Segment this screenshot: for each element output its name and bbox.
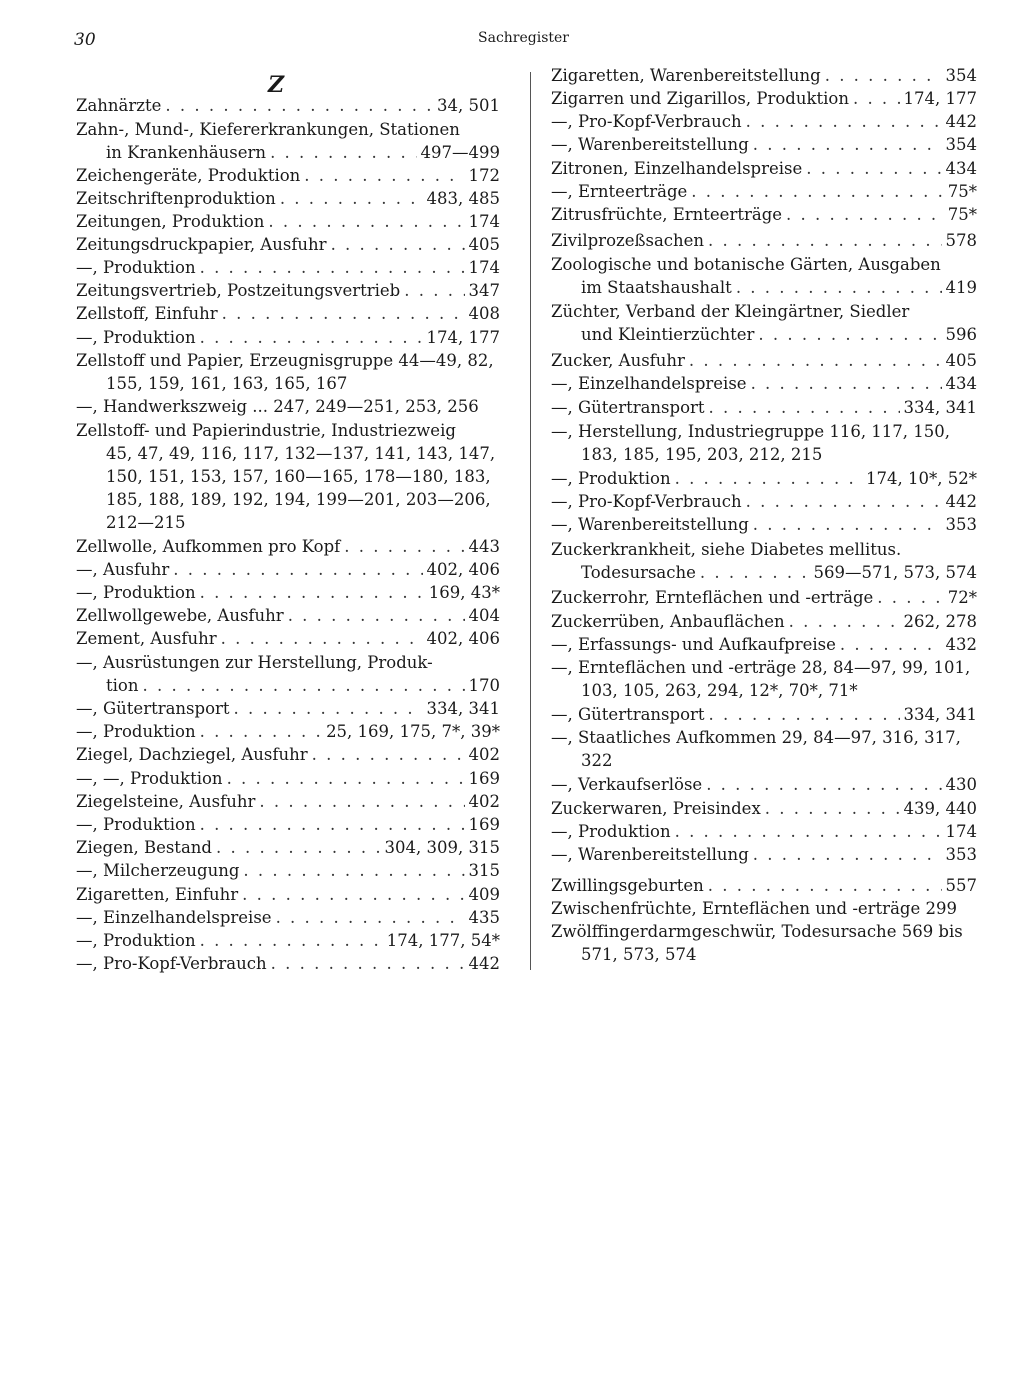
leader-dots bbox=[709, 703, 900, 726]
index-entry-text: 183, 185, 195, 203, 212, 215 bbox=[581, 445, 823, 464]
index-entry-text: —, Ernteerträge bbox=[551, 182, 688, 201]
index-entry bbox=[551, 656, 977, 679]
index-entry-text: 571, 573, 574 bbox=[581, 945, 697, 964]
index-entry bbox=[76, 419, 500, 442]
index-entry bbox=[76, 906, 500, 929]
index-entry-text: Zellstoff- und Papierindustrie, Industriezweig bbox=[76, 421, 456, 440]
leader-dots bbox=[736, 276, 942, 299]
index-entry-text: —, Produktion bbox=[551, 469, 671, 488]
index-entry bbox=[76, 372, 500, 395]
index-entry-text: Zeitungsdruckpapier, Ausfuhr bbox=[76, 235, 327, 254]
leader-dots bbox=[271, 952, 465, 975]
index-entry-pages: 72* bbox=[947, 588, 977, 607]
index-entry bbox=[551, 420, 977, 443]
index-entry-text: Zuckerkrankheit, siehe Diabetes mellitus. bbox=[551, 540, 902, 559]
index-entry-pages: 174, 177, 54* bbox=[386, 931, 500, 950]
index-entry-pages: 75* bbox=[947, 205, 977, 224]
index-entry bbox=[551, 64, 977, 87]
index-entry-pages: 409 bbox=[468, 885, 500, 904]
index-entry bbox=[551, 561, 977, 584]
leader-dots bbox=[243, 859, 464, 882]
index-entry-pages: 174 bbox=[468, 212, 500, 231]
index-entry bbox=[76, 488, 500, 511]
index-entry-text: Zellstoff und Papier, Erzeugnisgruppe 44—49, 82, bbox=[76, 351, 494, 370]
index-entry bbox=[76, 929, 500, 952]
index-entry bbox=[76, 141, 500, 164]
index-entry bbox=[551, 133, 977, 156]
index-entry-pages: 483, 485 bbox=[426, 189, 500, 208]
index-entry-text: —, Ausfuhr bbox=[76, 560, 170, 579]
index-entry-text: 45, 47, 49, 116, 117, 132—137, 141, 143, 147, bbox=[106, 444, 496, 463]
index-entry-pages: 419 bbox=[945, 278, 977, 297]
index-entry-text: Zigaretten, Warenbereitstellung bbox=[551, 66, 821, 85]
index-entry-text: —, Produktion bbox=[76, 583, 196, 602]
index-entry-text: Zellwollgewebe, Ausfuhr bbox=[76, 606, 284, 625]
index-entry-text: —, Produktion bbox=[76, 815, 196, 834]
index-entry-text: tion bbox=[106, 676, 139, 695]
leader-dots bbox=[288, 604, 465, 627]
index-entry bbox=[551, 897, 977, 920]
leader-dots bbox=[706, 773, 941, 796]
index-entry bbox=[76, 302, 500, 325]
leader-dots bbox=[789, 610, 900, 633]
leader-dots bbox=[200, 813, 465, 836]
index-entry bbox=[76, 651, 500, 674]
index-entry bbox=[551, 874, 977, 897]
index-entry-text: —, Herstellung, Industriegruppe 116, 117, 150, bbox=[551, 422, 951, 441]
index-entry-text: —, Pro-Kopf-Verbrauch bbox=[551, 112, 742, 131]
index-entry-pages: 442 bbox=[468, 954, 500, 973]
index-entry bbox=[76, 442, 500, 465]
index-entry-pages: 408 bbox=[468, 304, 500, 323]
leader-dots bbox=[331, 233, 465, 256]
leader-dots bbox=[344, 535, 464, 558]
leader-dots bbox=[746, 490, 942, 513]
index-entry-pages: 430 bbox=[945, 775, 977, 794]
index-entry-text: —, Erfassungs- und Aufkaufpreise bbox=[551, 635, 836, 654]
leader-dots bbox=[746, 110, 942, 133]
index-entry-pages: 569—571, 573, 574 bbox=[813, 563, 977, 582]
index-entry bbox=[551, 157, 977, 180]
index-entry-text: —, Ernteflächen und -erträge 28, 84—97, 99, 101, bbox=[551, 658, 971, 677]
index-entry bbox=[76, 94, 500, 117]
index-entry bbox=[551, 110, 977, 133]
index-entry bbox=[76, 326, 500, 349]
index-entry bbox=[76, 604, 500, 627]
index-entry-text: Zeichengeräte, Produktion bbox=[76, 166, 301, 185]
index-entry-text: —, Warenbereitstellung bbox=[551, 845, 749, 864]
index-entry bbox=[551, 300, 977, 323]
index-entry-text: Zement, Ausfuhr bbox=[76, 629, 217, 648]
index-entry-pages: 304, 309, 315 bbox=[384, 838, 500, 857]
leader-dots bbox=[700, 561, 810, 584]
leader-dots bbox=[221, 627, 423, 650]
index-entry-pages: 402 bbox=[468, 745, 500, 764]
index-entry-pages: 172 bbox=[468, 166, 500, 185]
index-entry bbox=[76, 118, 500, 141]
leader-dots bbox=[765, 797, 900, 820]
index-entry-text: —, Gütertransport bbox=[76, 699, 230, 718]
index-entry-pages: 353 bbox=[945, 515, 977, 534]
index-entry-text: —, Handwerkszweig ... 247, 249—251, 253, 256 bbox=[76, 397, 479, 416]
index-entry-text: Züchter, Verband der Kleingärtner, Siedler bbox=[551, 302, 910, 321]
index-entry-text: Zeitungen, Produktion bbox=[76, 212, 265, 231]
index-entry-text: 212—215 bbox=[106, 513, 186, 532]
index-entry-pages: 402, 406 bbox=[426, 629, 500, 648]
index-entry bbox=[551, 797, 977, 820]
index-entry-pages: 434 bbox=[945, 374, 977, 393]
index-entry-text: —, —, Produktion bbox=[76, 769, 223, 788]
index-entry bbox=[76, 952, 500, 975]
index-entry-text: Zwölffingerdarmgeschwür, Todesursache 569 bis bbox=[551, 922, 963, 941]
index-entry-text: Zwischenfrüchte, Ernteflächen und -erträge 299 bbox=[551, 899, 957, 918]
index-entry-pages: 25, 169, 175, 7*, 39* bbox=[326, 722, 500, 741]
index-entry bbox=[76, 256, 500, 279]
index-entry-pages: 442 bbox=[945, 112, 977, 131]
index-entry bbox=[76, 279, 500, 302]
index-entry-text: Zeitungsvertrieb, Postzeitungsvertrieb bbox=[76, 281, 401, 300]
leader-dots bbox=[840, 633, 942, 656]
leader-dots bbox=[709, 396, 900, 419]
index-entry-text: —, Produktion bbox=[76, 722, 196, 741]
leader-dots bbox=[200, 929, 383, 952]
index-entry-pages: 262, 278 bbox=[903, 612, 977, 631]
index-entry bbox=[551, 180, 977, 203]
index-entry bbox=[551, 679, 977, 702]
index-entry bbox=[551, 443, 977, 466]
index-entry-text: im Staatshaushalt bbox=[581, 278, 732, 297]
index-entry bbox=[76, 883, 500, 906]
index-entry bbox=[76, 511, 500, 534]
index-entry-pages: 34, 501 bbox=[437, 96, 500, 115]
leader-dots bbox=[691, 180, 943, 203]
index-entry-pages: 578 bbox=[945, 231, 977, 250]
index-entry bbox=[551, 349, 977, 372]
index-entry bbox=[76, 535, 500, 558]
leader-dots bbox=[304, 164, 464, 187]
index-entry bbox=[551, 87, 977, 110]
leader-dots bbox=[242, 883, 464, 906]
leader-dots bbox=[165, 94, 433, 117]
section-letter: Z bbox=[268, 72, 285, 98]
index-entry-pages: 174, 177 bbox=[426, 328, 500, 347]
index-entry bbox=[551, 323, 977, 346]
leader-dots bbox=[268, 210, 464, 233]
index-entry-pages: 354 bbox=[945, 135, 977, 154]
column-divider bbox=[530, 72, 531, 970]
index-entry-text: Zitrusfrüchte, Ernteerträge bbox=[551, 205, 783, 224]
index-entry bbox=[76, 859, 500, 882]
index-entry-pages: 402, 406 bbox=[426, 560, 500, 579]
index-entry bbox=[551, 538, 977, 561]
index-entry bbox=[76, 743, 500, 766]
index-entry bbox=[76, 164, 500, 187]
index-entry bbox=[76, 720, 500, 743]
index-entry-text: Zucker, Ausfuhr bbox=[551, 351, 685, 370]
index-entry-text: —, Milcherzeugung bbox=[76, 861, 240, 880]
index-entry bbox=[551, 633, 977, 656]
leader-dots bbox=[216, 836, 381, 859]
index-entry-text: Zoologische und botanische Gärten, Ausgaben bbox=[551, 255, 941, 274]
leader-dots bbox=[259, 790, 464, 813]
index-entry-text: —, Produktion bbox=[76, 931, 196, 950]
index-entry-text: —, Pro-Kopf-Verbrauch bbox=[551, 492, 742, 511]
leader-dots bbox=[806, 157, 941, 180]
index-entry-text: —, Produktion bbox=[76, 328, 196, 347]
index-entry-text: und Kleintierzüchter bbox=[581, 325, 755, 344]
leader-dots bbox=[675, 467, 862, 490]
index-entry bbox=[76, 767, 500, 790]
leader-dots bbox=[708, 874, 942, 897]
index-entry bbox=[76, 836, 500, 859]
index-entry bbox=[551, 229, 977, 252]
leader-dots bbox=[227, 767, 465, 790]
index-entry bbox=[551, 843, 977, 866]
index-entry bbox=[551, 726, 977, 749]
leader-dots bbox=[853, 87, 900, 110]
index-entry bbox=[76, 187, 500, 210]
index-entry bbox=[76, 627, 500, 650]
index-entry bbox=[551, 490, 977, 513]
leader-dots bbox=[276, 906, 465, 929]
index-entry-text: Zuckerrüben, Anbauflächen bbox=[551, 612, 785, 631]
leader-dots bbox=[200, 326, 423, 349]
index-entry-pages: 443 bbox=[468, 537, 500, 556]
index-entry-pages: 405 bbox=[945, 351, 977, 370]
index-entry-text: Zellstoff, Einfuhr bbox=[76, 304, 218, 323]
index-entry bbox=[76, 790, 500, 813]
index-entry-text: —, Staatliches Aufkommen 29, 84—97, 316, 317, bbox=[551, 728, 961, 747]
leader-dots bbox=[753, 513, 942, 536]
index-entry-text: —, Produktion bbox=[551, 822, 671, 841]
index-entry bbox=[551, 703, 977, 726]
index-entry-pages: 169 bbox=[468, 815, 500, 834]
index-entry-pages: 169 bbox=[468, 769, 500, 788]
index-entry bbox=[76, 210, 500, 233]
index-entry-pages: 557 bbox=[945, 876, 977, 895]
leader-dots bbox=[753, 133, 942, 156]
index-entry-text: —, Produktion bbox=[76, 258, 196, 277]
index-entry-text: in Krankenhäusern bbox=[106, 143, 267, 162]
index-entry bbox=[76, 465, 500, 488]
index-entry-pages: 404 bbox=[468, 606, 500, 625]
index-entry-pages: 174 bbox=[468, 258, 500, 277]
index-entry-pages: 402 bbox=[468, 792, 500, 811]
leader-dots bbox=[751, 372, 942, 395]
leader-dots bbox=[280, 187, 423, 210]
leader-dots bbox=[877, 586, 943, 609]
index-entry bbox=[551, 749, 977, 772]
leader-dots bbox=[173, 558, 422, 581]
leader-dots bbox=[234, 697, 423, 720]
index-entry-text: —, Warenbereitstellung bbox=[551, 515, 749, 534]
index-entry-pages: 334, 341 bbox=[426, 699, 500, 718]
index-entry-text: Zahnärzte bbox=[76, 96, 162, 115]
index-entry bbox=[551, 467, 977, 490]
leader-dots bbox=[312, 743, 465, 766]
running-head: Sachregister bbox=[478, 30, 569, 46]
index-entry-pages: 170 bbox=[468, 676, 500, 695]
index-entry-text: Zivilprozeßsachen bbox=[551, 231, 705, 250]
index-entry-text: Zuckerrohr, Ernteflächen und -erträge bbox=[551, 588, 874, 607]
index-entry-pages: 434 bbox=[945, 159, 977, 178]
index-entry bbox=[76, 813, 500, 836]
index-entry bbox=[76, 674, 500, 697]
index-entry-text: 185, 188, 189, 192, 194, 199—201, 203—206, bbox=[106, 490, 491, 509]
index-entry-pages: 354 bbox=[945, 66, 977, 85]
leader-dots bbox=[758, 323, 941, 346]
index-entry bbox=[551, 586, 977, 609]
index-entry-pages: 432 bbox=[945, 635, 977, 654]
index-entry-text: Zeitschriftenproduktion bbox=[76, 189, 276, 208]
index-entry-pages: 347 bbox=[468, 281, 500, 300]
leader-dots bbox=[142, 674, 464, 697]
index-entry bbox=[76, 581, 500, 604]
index-entry-text: —, Gütertransport bbox=[551, 398, 705, 417]
index-entry bbox=[76, 558, 500, 581]
index-entry-pages: 315 bbox=[468, 861, 500, 880]
index-entry-text: —, Einzelhandelspreise bbox=[551, 374, 747, 393]
index-entry-text: Ziegelsteine, Ausfuhr bbox=[76, 792, 256, 811]
index-entry-text: Zahn-, Mund-, Kiefererkrankungen, Stationen bbox=[76, 120, 460, 139]
leader-dots bbox=[675, 820, 942, 843]
index-entry-pages: 596 bbox=[945, 325, 977, 344]
index-entry-pages: 334, 341 bbox=[903, 705, 977, 724]
index-entry bbox=[76, 349, 500, 372]
index-entry-text: —, Pro-Kopf-Verbrauch bbox=[76, 954, 267, 973]
index-entry bbox=[551, 276, 977, 299]
index-entry bbox=[76, 697, 500, 720]
index-entry bbox=[551, 203, 977, 226]
index-entry bbox=[551, 820, 977, 843]
index-entry bbox=[551, 773, 977, 796]
index-entry-pages: 75* bbox=[947, 182, 977, 201]
leader-dots bbox=[786, 203, 944, 226]
index-entry-pages: 442 bbox=[945, 492, 977, 511]
index-entry-pages: 169, 43* bbox=[428, 583, 500, 602]
index-entry-text: Zellwolle, Aufkommen pro Kopf bbox=[76, 537, 341, 556]
leader-dots bbox=[222, 302, 465, 325]
index-entry-text: —, Ausrüstungen zur Herstellung, Produk- bbox=[76, 653, 433, 672]
index-entry-text: Zitronen, Einzelhandelspreise bbox=[551, 159, 803, 178]
leader-dots bbox=[753, 843, 942, 866]
index-entry-text: —, Einzelhandelspreise bbox=[76, 908, 272, 927]
index-entry-pages: 435 bbox=[468, 908, 500, 927]
index-entry-text: 150, 151, 153, 157, 160—165, 178—180, 183, bbox=[106, 467, 491, 486]
index-entry-text: Ziegel, Dachziegel, Ausfuhr bbox=[76, 745, 308, 764]
index-entry-text: —, Warenbereitstellung bbox=[551, 135, 749, 154]
index-entry bbox=[76, 395, 500, 418]
index-entry-text: Zwillingsgeburten bbox=[551, 876, 704, 895]
index-entry-text: Todesursache bbox=[581, 563, 696, 582]
leader-dots bbox=[404, 279, 464, 302]
index-entry-pages: 174, 10*, 52* bbox=[866, 469, 977, 488]
index-entry-pages: 334, 341 bbox=[903, 398, 977, 417]
leader-dots bbox=[825, 64, 942, 87]
page-number: 30 bbox=[74, 30, 96, 50]
index-entry-text: Ziegen, Bestand bbox=[76, 838, 212, 857]
leader-dots bbox=[689, 349, 942, 372]
leader-dots bbox=[200, 581, 425, 604]
index-entry-text: 103, 105, 263, 294, 12*, 70*, 71* bbox=[581, 681, 858, 700]
index-entry bbox=[551, 513, 977, 536]
index-entry-text: —, Gütertransport bbox=[551, 705, 705, 724]
index-entry-text: 322 bbox=[581, 751, 613, 770]
index-entry-text: Zigarren und Zigarillos, Produktion bbox=[551, 89, 849, 108]
index-entry bbox=[551, 943, 977, 966]
leader-dots bbox=[200, 256, 465, 279]
leader-dots bbox=[708, 229, 941, 252]
index-entry-text: 155, 159, 161, 163, 165, 167 bbox=[106, 374, 348, 393]
index-entry-pages: 405 bbox=[468, 235, 500, 254]
index-entry-text: Zigaretten, Einfuhr bbox=[76, 885, 239, 904]
index-entry bbox=[551, 920, 977, 943]
index-entry-pages: 497—499 bbox=[420, 143, 500, 162]
index-entry-text: Zuckerwaren, Preisindex bbox=[551, 799, 761, 818]
leader-dots bbox=[270, 141, 416, 164]
index-entry bbox=[551, 253, 977, 276]
index-entry-text: —, Verkaufserlöse bbox=[551, 775, 703, 794]
index-entry bbox=[551, 396, 977, 419]
leader-dots bbox=[200, 720, 322, 743]
index-entry bbox=[551, 610, 977, 633]
index-entry-pages: 353 bbox=[945, 845, 977, 864]
index-entry bbox=[551, 372, 977, 395]
index-entry-pages: 174, 177 bbox=[903, 89, 977, 108]
index-entry-pages: 439, 440 bbox=[903, 799, 977, 818]
index-entry bbox=[76, 233, 500, 256]
index-entry-pages: 174 bbox=[945, 822, 977, 841]
